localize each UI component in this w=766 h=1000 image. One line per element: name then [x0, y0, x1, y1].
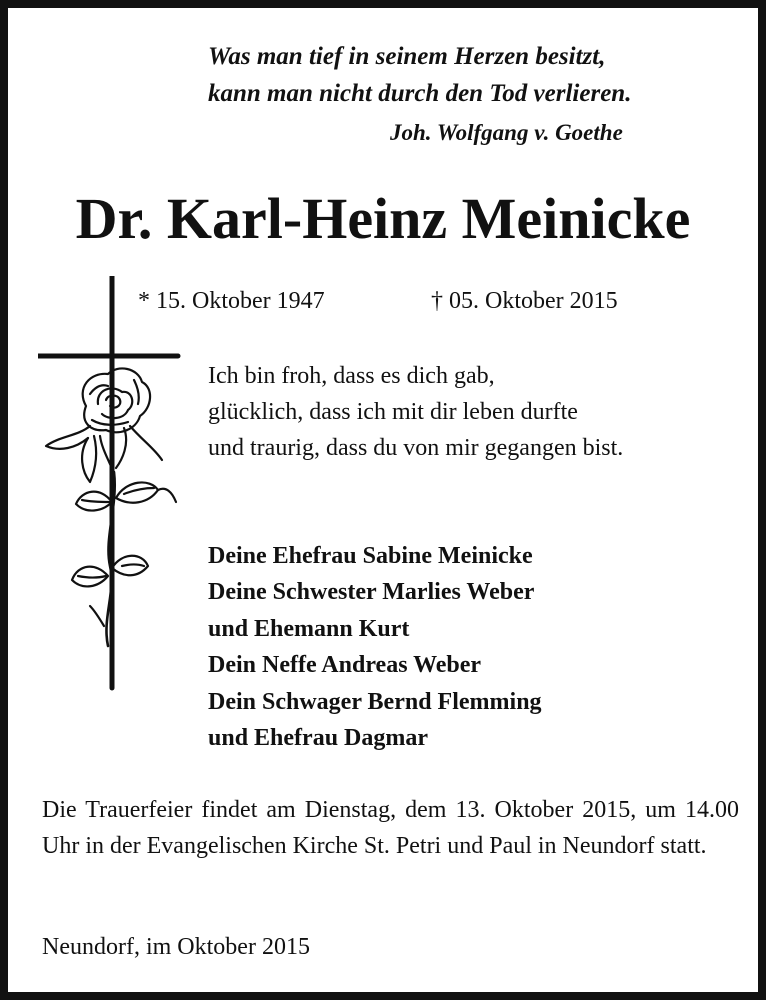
death-date: † 05. Oktober 2015	[431, 288, 618, 314]
mourner-line: Deine Ehefrau Sabine Meinicke	[208, 543, 533, 569]
poem-line: Ich bin froh, dass es dich gab,	[208, 363, 495, 389]
poem	[208, 358, 623, 466]
poem-line: glücklich, dass ich mit dir leben durfte	[208, 399, 578, 425]
mourner-line: Dein Schwager Bernd Flemming	[208, 688, 542, 715]
funeral-service-info: Die Trauerfeier findet am Dienstag, dem 13. Oktober 2015, um 14.00 Uhr in der Evangelischen Kirche St. Petri und Paul in Neundorf statt.	[42, 797, 739, 859]
birth-date: * 15. Oktober 1947	[138, 288, 325, 314]
cross-with-rose-icon	[38, 276, 188, 696]
mourners-list	[208, 538, 542, 756]
quote-line-2: kann man nicht durch den Tod verlieren.	[208, 80, 632, 107]
quote-line-1: Was man tief in seinem Herzen besitzt,	[208, 43, 606, 70]
mourner-line: Dein Neffe Andreas Weber	[208, 652, 482, 679]
poem-line: und traurig, dass du von mir gegangen bist.	[208, 435, 624, 461]
mourner-line: und Ehefrau Dagmar	[208, 725, 429, 752]
place-and-date: Neundorf, im Oktober 2015	[42, 934, 310, 960]
mourner-line: Deine Schwester Marlies Weber	[208, 579, 535, 606]
deceased-name: Dr. Karl-Heinz Meinicke	[75, 186, 691, 251]
mourner-line: und Ehemann Kurt	[208, 615, 410, 642]
quote-author: Joh. Wolfgang v. Goethe	[390, 120, 623, 145]
